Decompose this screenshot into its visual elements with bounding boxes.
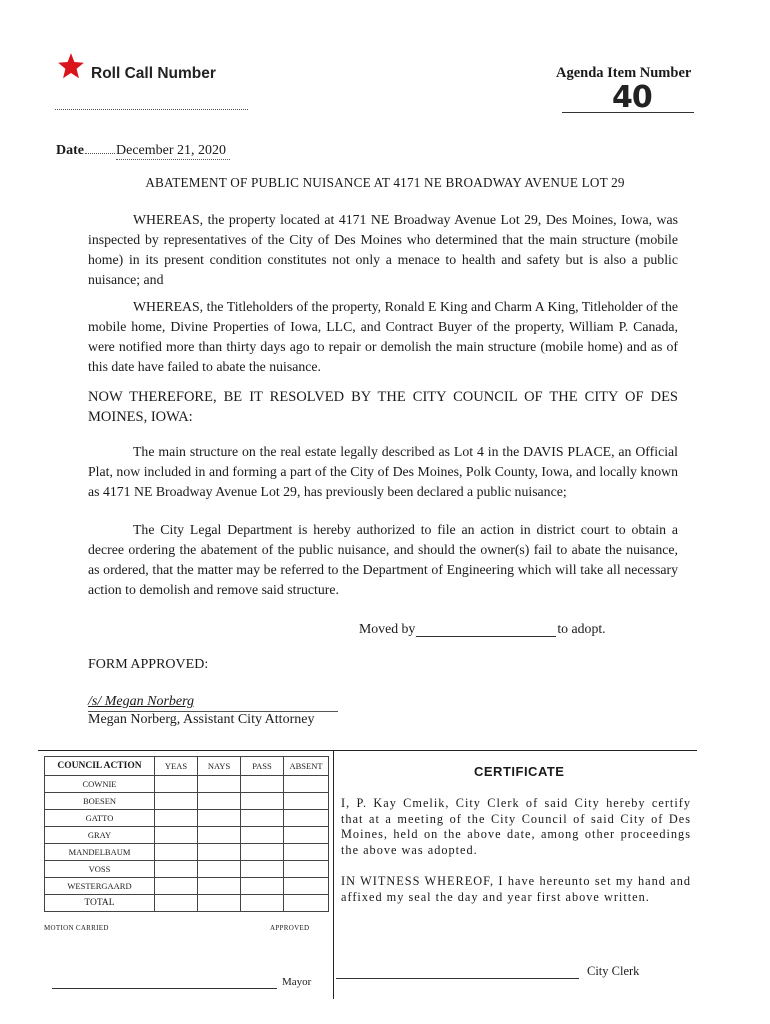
motion-carried-label: MOTION CARRIED bbox=[44, 924, 109, 932]
vote-cell bbox=[284, 776, 329, 793]
vote-cell bbox=[198, 861, 241, 878]
member-name: COWNIE bbox=[45, 776, 155, 793]
paragraph-text: The main structure on the real estate legally described as Lot 4 in the DAVIS PLACE, an Official Plat, now included in and forming a part of the City of Des Moines, Polk County, Iowa, and locally known as 4171 NE Broadway Avenue Lot 29, has previously been declared a public nuisance; bbox=[88, 444, 678, 499]
agenda-item-label: Agenda Item Number bbox=[556, 65, 692, 81]
date-leader bbox=[85, 153, 115, 154]
total-label: TOTAL bbox=[45, 895, 155, 912]
vote-cell bbox=[155, 895, 198, 912]
member-name: GATTO bbox=[45, 810, 155, 827]
vote-cell bbox=[198, 810, 241, 827]
to-adopt-label: to adopt. bbox=[557, 621, 606, 636]
whereas-paragraph-1 bbox=[88, 210, 678, 290]
yeas-header: YEAS bbox=[155, 757, 198, 776]
whereas-paragraph-2 bbox=[88, 297, 678, 377]
table-row bbox=[45, 776, 329, 793]
resolution-paragraph-2 bbox=[88, 520, 678, 600]
paragraph-text: WHEREAS, the Titleholders of the property, Ronald E King and Charm A King, Titleholder of the mobile home, Divine Properties of Iowa, LLC, and Contract Buyer of the property, William P. Canada, were notified more than thirty days ago to repair or demolish the main structure (mobile home) and as of this date have failed to abate the nuisance. bbox=[88, 299, 678, 374]
vote-cell bbox=[241, 827, 284, 844]
star-icon bbox=[57, 52, 85, 80]
date-row bbox=[56, 143, 230, 160]
certificate-title: CERTIFICATE bbox=[474, 764, 565, 779]
table-row bbox=[45, 810, 329, 827]
table-row bbox=[45, 793, 329, 810]
vote-cell bbox=[241, 776, 284, 793]
vote-cell bbox=[198, 895, 241, 912]
agenda-item-number: 40 bbox=[612, 80, 652, 115]
vote-cell bbox=[284, 793, 329, 810]
resolution-title: ABATEMENT OF PUBLIC NUISANCE AT 4171 NE BROADWAY AVENUE LOT 29 bbox=[145, 175, 625, 190]
vote-cell bbox=[241, 810, 284, 827]
member-name: WESTERGAARD bbox=[45, 878, 155, 895]
member-name: GRAY bbox=[45, 827, 155, 844]
roll-call-number-blank bbox=[55, 109, 248, 110]
section-divider bbox=[38, 750, 697, 751]
city-clerk-label: City Clerk bbox=[587, 964, 640, 978]
vote-cell bbox=[284, 810, 329, 827]
vote-cell bbox=[155, 793, 198, 810]
vote-cell bbox=[284, 878, 329, 895]
council-action-table bbox=[44, 756, 329, 912]
paragraph-text: WHEREAS, the property located at 4171 NE Broadway Avenue Lot 29, Des Moines, Iowa, was inspected by representatives of the City of Des Moines who determined that the main structure (mobile home) in its present condition constitutes not only a menace to health and safety but is also a public nuisance; and bbox=[88, 212, 678, 287]
approved-label: APPROVED bbox=[270, 924, 310, 932]
moved-by-line bbox=[359, 621, 606, 637]
date-value: December 21, 2020 bbox=[116, 143, 230, 160]
vote-cell bbox=[284, 844, 329, 861]
table-row bbox=[45, 827, 329, 844]
table-row bbox=[45, 861, 329, 878]
vote-cell bbox=[155, 844, 198, 861]
pass-header: PASS bbox=[241, 757, 284, 776]
vote-cell bbox=[241, 861, 284, 878]
vote-cell bbox=[155, 827, 198, 844]
roll-call-label: Roll Call Number bbox=[91, 65, 216, 82]
table-row bbox=[45, 844, 329, 861]
attorney-signature: /s/ Megan Norberg bbox=[88, 694, 195, 709]
member-name: MANDELBAUM bbox=[45, 844, 155, 861]
vote-cell bbox=[241, 793, 284, 810]
vote-cell bbox=[284, 895, 329, 912]
vote-cell bbox=[155, 878, 198, 895]
table-header-row bbox=[45, 757, 329, 776]
vote-cell bbox=[155, 810, 198, 827]
vote-cell bbox=[155, 861, 198, 878]
absent-header: ABSENT bbox=[284, 757, 329, 776]
vote-cell bbox=[198, 844, 241, 861]
certificate-text-1: I, P. Kay Cmelik, City Clerk of said City hereby certify that at a meeting of the City Council of said City of Des Moines, held on the above date, among other proceedings the above was adopted. bbox=[341, 796, 691, 857]
council-action-header: COUNCIL ACTION bbox=[45, 757, 155, 776]
paragraph-text: The City Legal Department is hereby authorized to file an action in district court to obtain a decree ordering the abatement of the public nuisance, and should the owner(s) fail to abate the nuisance, as ordered, that the matter may be referred to the Department of Engineering which will take all necessary action to demolish and remove said structure. bbox=[88, 522, 678, 597]
attorney-name-title: Megan Norberg, Assistant City Attorney bbox=[88, 712, 315, 727]
moved-by-label: Moved by bbox=[359, 621, 416, 636]
table-row bbox=[45, 878, 329, 895]
vote-cell bbox=[198, 776, 241, 793]
clerk-signature-line bbox=[336, 978, 579, 979]
vote-cell bbox=[284, 861, 329, 878]
mayor-signature-line bbox=[52, 988, 277, 989]
certificate-text-2: IN WITNESS WHEREOF, I have hereunto set my hand and affixed my seal the day and year first above written. bbox=[341, 874, 691, 904]
form-approved-label: FORM APPROVED: bbox=[88, 657, 209, 672]
vote-cell bbox=[198, 793, 241, 810]
mayor-label: Mayor bbox=[282, 976, 312, 988]
date-label: Date bbox=[56, 143, 84, 158]
member-name: VOSS bbox=[45, 861, 155, 878]
member-name: BOESEN bbox=[45, 793, 155, 810]
vote-cell bbox=[284, 827, 329, 844]
agenda-item-underline bbox=[562, 112, 694, 113]
nays-header: NAYS bbox=[198, 757, 241, 776]
resolved-heading: NOW THEREFORE, BE IT RESOLVED BY THE CITY COUNCIL OF THE CITY OF DES MOINES, IOWA: bbox=[88, 389, 678, 425]
column-divider bbox=[333, 751, 334, 999]
total-row bbox=[45, 895, 329, 912]
vote-cell bbox=[241, 844, 284, 861]
vote-cell bbox=[198, 827, 241, 844]
vote-cell bbox=[198, 878, 241, 895]
moved-by-blank bbox=[416, 636, 556, 637]
vote-cell bbox=[241, 878, 284, 895]
resolution-paragraph-1 bbox=[88, 442, 678, 502]
vote-cell bbox=[155, 776, 198, 793]
vote-cell bbox=[241, 895, 284, 912]
